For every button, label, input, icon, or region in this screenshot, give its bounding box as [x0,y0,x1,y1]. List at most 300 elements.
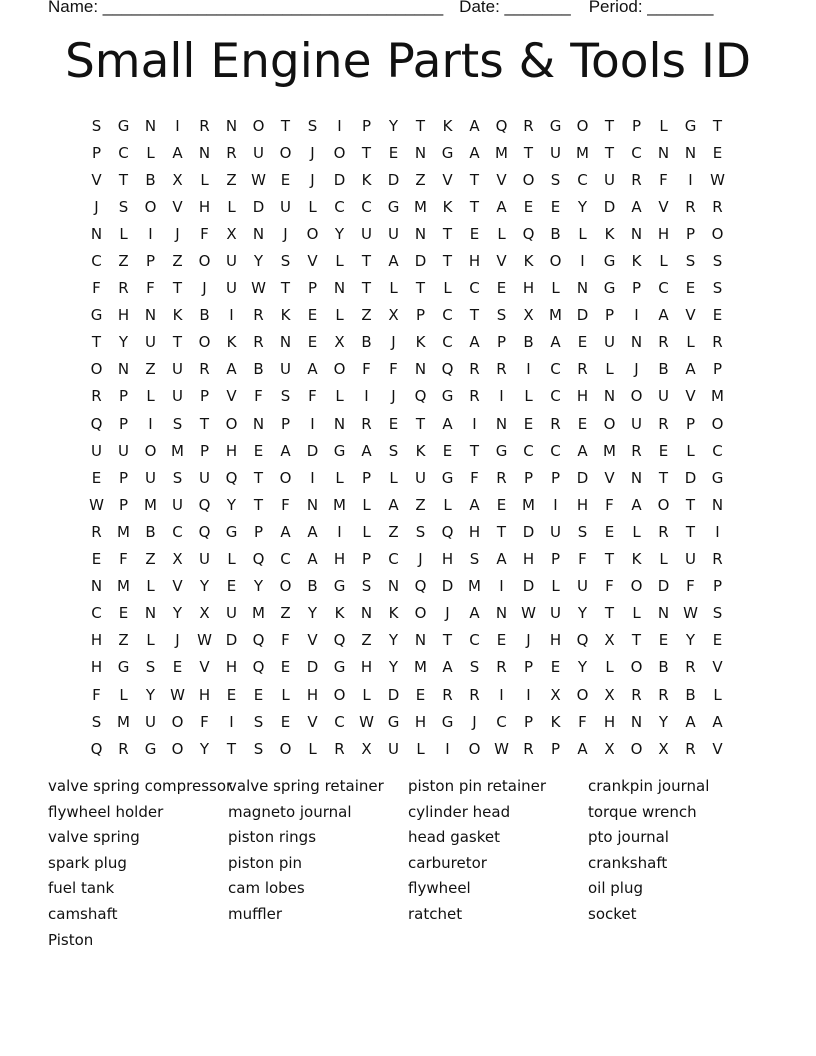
grid-letter: N [657,604,670,623]
grid-letter: T [361,143,372,162]
grid-letter: P [550,739,561,758]
grid-letter: U [145,333,156,352]
grid-letter: M [414,658,427,677]
grid-letter: W [251,170,266,189]
grid-letter: L [146,577,155,596]
grid-letter: Q [414,387,427,406]
grid-letter: Q [441,360,454,379]
grid-letter: O [576,116,589,135]
grid-letter: P [307,279,318,298]
grid-letter: A [172,143,183,162]
grid-letter: I [472,414,477,433]
grid-letter: J [310,170,315,189]
grid-letter: C [334,712,345,731]
grid-letter: P [523,712,534,731]
grid-letter: W [494,739,509,758]
date-field-label[interactable]: Date: _______ [459,0,571,16]
grid-letter: K [280,306,291,325]
grid-letter: Y [577,658,588,677]
grid-letter: J [391,387,396,406]
grid-letter: T [91,333,102,352]
grid-letter: B [307,577,318,596]
grid-letter: I [499,577,504,596]
grid-letter: H [522,279,535,298]
grid-letter: K [631,252,642,271]
grid-row [83,600,733,627]
grid-letter: H [549,631,562,650]
grid-letter: S [91,116,102,135]
word-list-item: piston rings [228,828,317,847]
grid-letter: E [712,306,723,325]
grid-letter: T [280,116,291,135]
grid-letter: Q [225,468,238,487]
grid-letter: U [388,739,399,758]
grid-letter: U [226,604,237,623]
grid-letter: T [226,739,237,758]
grid-letter: T [172,333,183,352]
grid-letter: R [226,143,237,162]
grid-letter: X [604,685,615,704]
grid-letter: J [175,224,180,243]
grid-letter: Z [145,550,156,569]
grid-letter: A [307,550,318,569]
grid-letter: X [523,306,534,325]
grid-letter: A [307,360,318,379]
grid-letter: R [550,414,561,433]
grid-letter: Z [361,631,372,650]
grid-letter: U [550,143,561,162]
grid-letter: N [414,631,427,650]
grid-letter: N [630,712,643,731]
grid-letter: J [310,143,315,162]
grid-letter: O [414,604,427,623]
word-list-item: socket [588,904,637,923]
grid-letter: C [496,712,507,731]
grid-letter: U [631,414,642,433]
grid-letter: H [117,306,130,325]
grid-letter: X [226,224,237,243]
grid-letter: T [415,414,426,433]
puzzle-title: Small Engine Parts & Tools ID [64,34,752,89]
grid-letter: S [469,658,480,677]
grid-letter: L [686,333,695,352]
grid-letter: F [146,279,155,298]
grid-letter: X [199,604,210,623]
grid-letter: E [496,495,507,514]
grid-letter: Y [226,495,237,514]
grid-letter: B [199,306,210,325]
grid-letter: R [118,739,129,758]
grid-letter: T [469,170,480,189]
grid-letter: O [603,414,616,433]
grid-letter: L [119,685,128,704]
grid-letter: E [496,279,507,298]
grid-letter: S [388,441,399,460]
grid-letter: A [361,441,372,460]
grid-letter: U [550,604,561,623]
grid-letter: C [361,197,372,216]
grid-letter: O [468,739,481,758]
grid-letter: Y [577,604,588,623]
grid-letter: Y [172,604,183,623]
grid-letter: O [333,143,346,162]
grid-letter: N [630,333,643,352]
grid-letter: T [685,495,696,514]
grid-letter: N [144,306,157,325]
grid-letter: L [551,577,560,596]
grid-letter: C [712,441,723,460]
grid-letter: L [281,685,290,704]
grid-letter: W [89,495,104,514]
grid-letter: M [711,387,724,406]
grid-letter: C [469,279,480,298]
grid-letter: J [418,550,423,569]
grid-letter: R [631,685,642,704]
grid-letter: R [712,550,723,569]
grid-letter: V [307,712,318,731]
grid-letter: O [333,360,346,379]
grid-letter: Z [145,360,156,379]
grid-letter: A [685,360,696,379]
grid-letter: P [91,143,102,162]
grid-letter: H [603,712,616,731]
grid-row [83,573,733,600]
letter-grid [83,112,733,762]
grid-letter: S [685,252,696,271]
grid-letter: T [631,631,642,650]
grid-letter: X [604,739,615,758]
grid-letter: R [685,658,696,677]
grid-letter: H [441,550,454,569]
grid-letter: G [387,197,400,216]
grid-letter: O [630,658,643,677]
grid-letter: E [523,197,534,216]
grid-letter: L [362,522,371,541]
grid-letter: U [172,495,183,514]
grid-letter: L [632,522,641,541]
grid-letter: Y [388,658,399,677]
grid-letter: T [415,279,426,298]
grid-letter: X [388,306,399,325]
name-field-label[interactable]: Name: ____________________________________ [48,0,444,16]
grid-letter: U [658,387,669,406]
grid-row [83,735,733,762]
grid-letter: N [495,414,508,433]
grid-row [83,139,733,166]
grid-letter: S [91,712,102,731]
grid-letter: F [362,360,371,379]
grid-letter: S [253,739,264,758]
grid-letter: P [523,468,534,487]
grid-letter: E [253,685,264,704]
grid-letter: P [199,441,210,460]
grid-letter: I [499,685,504,704]
word-list-item: valve spring [48,828,140,847]
grid-letter: O [198,333,211,352]
grid-letter: D [522,577,535,596]
grid-letter: K [172,306,183,325]
grid-letter: E [658,631,669,650]
grid-letter: C [658,279,669,298]
grid-letter: U [415,468,426,487]
grid-letter: S [145,658,156,677]
grid-letter: X [658,739,669,758]
grid-letter: E [280,658,291,677]
grid-letter: P [604,306,615,325]
grid-letter: L [443,495,452,514]
grid-letter: K [523,252,534,271]
grid-letter: E [253,441,264,460]
grid-letter: E [307,333,318,352]
grid-letter: V [658,197,669,216]
word-list-item: piston pin retainer [408,777,547,795]
grid-letter: F [254,387,263,406]
grid-letter: D [333,170,346,189]
grid-letter: F [605,577,614,596]
grid-letter: H [198,685,211,704]
grid-letter: D [684,468,697,487]
grid-letter: B [523,333,534,352]
grid-letter: A [496,197,507,216]
grid-letter: Y [199,577,210,596]
grid-letter: A [469,604,480,623]
word-list-item: oil plug [588,879,643,898]
grid-letter: G [225,522,238,541]
grid-letter: G [603,252,616,271]
grid-letter: C [631,143,642,162]
grid-letter: O [144,441,157,460]
grid-letter: G [90,306,103,325]
grid-letter: F [308,387,317,406]
grid-letter: A [631,495,642,514]
grid-letter: Y [253,252,264,271]
grid-row [83,302,733,329]
word-list-item: carburetor [408,853,487,872]
grid-letter: W [197,631,212,650]
grid-letter: Y [145,685,156,704]
grid-letter: Z [226,170,237,189]
grid-letter: T [712,116,723,135]
grid-letter: E [388,414,399,433]
grid-letter: G [603,279,616,298]
grid-letter: G [333,441,346,460]
grid-letter: T [496,522,507,541]
grid-letter: F [119,550,128,569]
grid-letter: O [225,414,238,433]
grid-letter: L [605,658,614,677]
grid-letter: B [145,170,156,189]
grid-letter: E [91,468,102,487]
grid-letter: W [251,279,266,298]
grid-letter: J [175,631,180,650]
grid-letter: L [389,468,398,487]
grid-letter: S [118,197,129,216]
grid-letter: A [469,116,480,135]
grid-letter: G [684,116,697,135]
grid-letter: I [526,360,531,379]
grid-letter: E [226,685,237,704]
grid-letter: A [442,658,453,677]
grid-letter: F [578,550,587,569]
grid-letter: G [144,739,157,758]
grid-letter: O [198,252,211,271]
grid-letter: R [361,414,372,433]
grid-letter: R [118,279,129,298]
grid-row [83,708,733,735]
grid-letter: A [307,522,318,541]
grid-letter: I [337,522,342,541]
grid-letter: K [604,224,615,243]
grid-letter: W [521,604,536,623]
grid-letter: S [307,116,318,135]
grid-letter: A [469,143,480,162]
word-list [48,777,788,956]
period-field-label[interactable]: Period: _______ [588,0,714,16]
grid-letter: Q [252,550,265,569]
grid-letter: A [496,550,507,569]
grid-row [83,518,733,545]
grid-letter: S [469,550,480,569]
grid-letter: R [685,197,696,216]
grid-letter: Y [388,631,399,650]
grid-letter: C [523,441,534,460]
grid-letter: R [199,360,210,379]
word-list-item: valve spring retainer [228,777,384,795]
grid-letter: H [333,550,346,569]
grid-letter: P [523,658,534,677]
grid-letter: W [359,712,374,731]
grid-letter: P [199,387,210,406]
grid-letter: F [92,279,101,298]
grid-letter: C [577,170,588,189]
grid-letter: P [712,577,723,596]
grid-letter: B [658,658,669,677]
grid-row [83,193,733,220]
grid-letter: I [445,739,450,758]
grid-row [83,654,733,681]
grid-row [83,112,733,139]
grid-letter: T [199,414,210,433]
grid-letter: N [711,495,724,514]
grid-letter: H [90,631,103,650]
grid-letter: R [658,522,669,541]
grid-letter: R [253,306,264,325]
grid-letter: N [90,577,103,596]
grid-letter: O [144,197,157,216]
grid-letter: F [92,685,101,704]
grid-letter: I [310,468,315,487]
grid-letter: L [416,739,425,758]
grid-letter: L [227,197,236,216]
grid-letter: G [711,468,724,487]
grid-letter: T [442,252,453,271]
grid-letter: O [630,577,643,596]
grid-letter: N [90,224,103,243]
grid-letter: X [334,333,345,352]
grid-letter: M [117,577,130,596]
grid-letter: C [91,252,102,271]
grid-letter: U [685,550,696,569]
grid-letter: P [712,360,723,379]
grid-letter: O [522,170,535,189]
grid-letter: G [333,658,346,677]
grid-letter: I [310,414,315,433]
grid-letter: F [578,712,587,731]
grid-letter: Z [415,495,426,514]
grid-letter: H [468,252,481,271]
grid-letter: J [472,712,477,731]
grid-letter: Y [253,577,264,596]
grid-letter: G [333,577,346,596]
grid-letter: I [499,387,504,406]
word-list-item: flywheel [408,879,471,898]
grid-letter: L [713,685,722,704]
grid-letter: S [712,604,723,623]
grid-letter: U [145,712,156,731]
grid-letter: N [117,360,130,379]
grid-letter: A [388,252,399,271]
grid-letter: P [118,468,129,487]
grid-letter: O [171,739,184,758]
grid-letter: D [387,685,400,704]
grid-letter: F [281,631,290,650]
grid-letter: R [496,360,507,379]
grid-row [83,491,733,518]
grid-letter: E [118,604,129,623]
grid-letter: O [252,116,265,135]
grid-row [83,383,733,410]
grid-letter: N [306,495,319,514]
grid-letter: S [415,522,426,541]
grid-letter: Q [522,224,535,243]
grid-letter: C [469,631,480,650]
grid-letter: N [657,143,670,162]
grid-letter: Y [199,739,210,758]
grid-letter: F [281,495,290,514]
grid-letter: I [688,170,693,189]
grid-letter: N [225,116,238,135]
grid-letter: D [252,197,265,216]
grid-letter: N [333,279,346,298]
grid-row [83,437,733,464]
grid-letter: U [388,224,399,243]
grid-letter: R [253,333,264,352]
grid-letter: P [280,414,291,433]
grid-letter: K [226,333,237,352]
grid-letter: U [91,441,102,460]
grid-letter: I [229,712,234,731]
grid-letter: Z [415,170,426,189]
grid-row [83,329,733,356]
grid-letter: C [550,441,561,460]
grid-letter: O [306,224,319,243]
grid-letter: T [469,306,480,325]
grid-letter: L [119,224,128,243]
grid-letter: O [576,685,589,704]
grid-letter: P [685,224,696,243]
word-list-item: cylinder head [408,802,511,821]
grid-letter: C [91,604,102,623]
grid-letter: S [361,577,372,596]
grid-letter: E [172,658,183,677]
grid-letter: P [118,414,129,433]
grid-letter: A [577,739,588,758]
grid-row [83,464,733,491]
grid-letter: G [441,712,454,731]
grid-letter: Z [172,252,183,271]
grid-letter: C [280,550,291,569]
grid-letter: O [630,387,643,406]
